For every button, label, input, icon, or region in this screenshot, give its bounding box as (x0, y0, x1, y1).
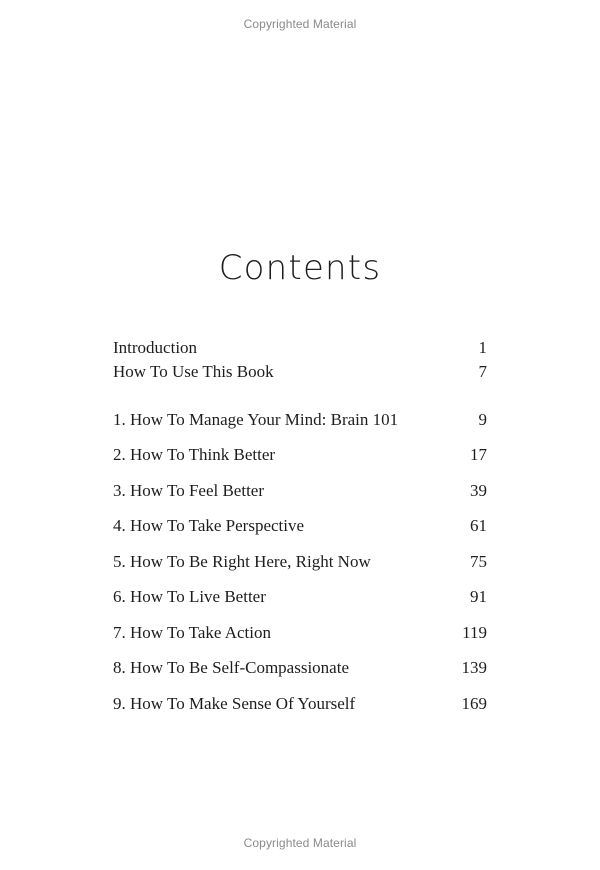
toc-entry-label: 7. How To Take Action (113, 623, 272, 642)
toc-entry-label: 9. How To Make Sense Of Yourself (113, 694, 356, 713)
toc-entry-page: 17 (470, 445, 487, 464)
toc-entry-page: 139 (461, 658, 487, 677)
toc-entry-chapter-9 (113, 694, 487, 716)
page-title: Contents (218, 248, 382, 288)
toc-entry-introduction (113, 338, 487, 360)
copyright-watermark-bottom: Copyrighted Material (243, 836, 357, 850)
toc-entry-page: 169 (461, 694, 487, 713)
toc-entry-chapter-1 (113, 410, 487, 432)
toc-entry-page: 61 (470, 516, 487, 535)
toc-entry-page: 119 (462, 623, 487, 642)
toc-entry-label: 2. How To Think Better (113, 445, 276, 464)
toc-entry-chapter-7 (113, 623, 487, 645)
toc-entry-page: 75 (470, 552, 487, 571)
toc-entry-label: 1. How To Manage Your Mind: Brain 101 (113, 410, 399, 429)
toc-entry-chapter-2 (113, 445, 487, 467)
copyright-watermark-top: Copyrighted Material (243, 17, 357, 31)
toc-entry-label: 4. How To Take Perspective (113, 516, 305, 535)
toc-entry-chapter-6 (113, 587, 487, 609)
toc-entry-chapter-4 (113, 516, 487, 538)
toc-entry-page: 39 (470, 481, 487, 500)
toc-entry-label: 6. How To Live Better (113, 587, 266, 606)
toc-entry-page: 9 (478, 410, 487, 429)
toc-entry-label: 8. How To Be Self-Compassionate (113, 658, 349, 677)
toc-entry-label: How To Use This Book (113, 362, 274, 381)
toc-entry-chapter-5 (113, 552, 487, 574)
toc-entry-label: 3. How To Feel Better (113, 481, 264, 500)
toc-entry-label: Introduction (113, 338, 198, 357)
toc-entry-chapter-8 (113, 658, 487, 680)
toc-entry-page: 1 (478, 338, 487, 357)
toc-entry-chapter-3 (113, 481, 487, 503)
toc-entry-page: 7 (478, 362, 487, 381)
toc-entry-page: 91 (470, 587, 487, 606)
toc-entry-how-to-use (113, 362, 487, 384)
toc-entry-label: 5. How To Be Right Here, Right Now (113, 552, 371, 571)
